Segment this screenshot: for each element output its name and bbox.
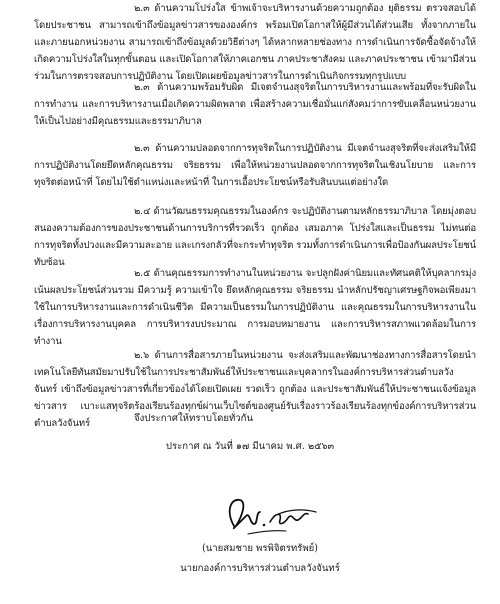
signer-title: นายกองค์การบริหารส่วนตำบลวังจันทร์ [180, 563, 340, 574]
paragraph-corruption-free: ๒.๓ ด้านความปลอดจากการทุจริตในการปฏิบัติงาน มีเจตจำนงสุจริตที่จะส่งเสริมให้มีการปฏิบัติงานโดยยึดหลักคุณธรรม จริยธรรม เพื่อให้หน่วยงานปลอดจากการทุจริตในเชิงนโยบาย และการทุจริตต่อหน้าที่ โดยไม่ใช้ตำแหน่งและหน้าที่ ในการเอื้อประโยชน์หรือรับสินบนแต่อย่างใด [34, 143, 476, 188]
paragraph-accountability: ๒.๓ ด้านความพร้อมรับผิด มีเจตจำนงสุจริตในการบริหารงานและพร้อมที่จะรับผิดในการทำงาน และการบริหารงานเมื่อเกิดความผิดพลาด เพื่อสร้างความเชื่อมั่นแก่สังคมว่าการขับเคลื่อนหน่วยงานให้เป็นไปอย่างมีคุณธรรมและธรรมาภิบาล [34, 82, 476, 127]
signer-name: (นายสมชาย พรพิจิตรทรัพย์) [201, 543, 319, 554]
paragraph-integrity-culture: ๒.๔ ด้านวัฒนธรรมคุณธรรมในองค์กร จะปฏิบัติงานตามหลักธรรมาภิบาล โดยมุ่งตอบสนองความต้องการของประชาชนด้านการบริการที่รวดเร็ว ถูกต้อง เสมอภาค โปร่งใสและเป็นธรรม ไม่ทนต่อการทุจริตทั้งปวงและมีความละอาย และเกรงกลัวที่จะกระทำทุจริต รวมทั้งการดำเนินการเพื่อป้องกันผลประโยชน์ทับซ้อน [34, 206, 476, 268]
paragraph-internal-communication: ๒.๖ ด้านการสื่อสารภายในหน่วยงาน จะส่งเสริมและพัฒนาช่องทางการสื่อสารโดยนำเทคโนโลยีทันสมัยมาปรับใช้ในการประชาสัมพันธ์ให้ประชาชนและบุคลากรในองค์การบริหารส่วนตำบลวังจันทร์ เข้าถึงข้อมูลข่าวสารที่เกี่ยวข้องได้โดยเปิดเผย รวดเร็ว ถูกต้อง และประชาสัมพันธ์ให้ประชาชนแจ้งข้อมูลข่าวสาร เบาะแสทุจริตร้องเรียนร้องทุกข์ผ่านเว็บไซต์ของศูนย์รับเรื่องราวร้องเรียนร้องทุกข์องค์การบริหารส่วนตำบลวังจันทร์ [34, 350, 476, 429]
announcement-date: ประกาศ ณ วันที่ ๑๗ มีนาคม พ.ศ. ๒๕๖๓ [165, 441, 335, 452]
handwritten-signature [220, 482, 330, 542]
closing-statement: จึงประกาศให้ทราบโดยทั่วกัน [134, 413, 254, 424]
paragraph-work-integrity: ๒.๕ ด้านคุณธรรมการทำงานในหน่วยงาน จะปลูกฝังค่านิยมและทัศนคติให้บุคลากรมุ่งเน้นผลประโยชน์ส่วนรวม มีความรู้ ความเข้าใจ ยึดหลักคุณธรรม จริยธรรม นำหลักปรัชญาเศรษฐกิจพอเพียงมาใช้ในการบริหารงานและการดำเนินชีวิต มีความเป็นธรรมในการปฏิบัติงาน และคุณธรรมในการบริหารงานในเรื่องการบริหารงานบุคคล การบริหารงบประมาณ การมอบหมายงาน และการบริหารสภาพแวดล้อมในการทำงาน [34, 268, 476, 347]
paragraph-transparency: ๒.๓ ด้านความโปร่งใส ข้าพเจ้าจะบริหารงานด้วยความถูกต้อง ยุติธรรม ตรวจสอบได้ โดยประชาชน สามารถเข้าถึงข้อมูลข่าวสารขององค์กร พร้อมเปิดโอกาสให้ผู้มีส่วนได้ส่วนเสีย ทั้งจากภายในและภายนอกหน่วยงาน สามารถเข้าถึงข้อมูลด้วยวิธีต่างๆ ได้หลากหลายช่องทาง การดำเนินการจัดซื้อจัดจ้างให้เกิดความโปร่งใสในทุกขั้นตอน และเปิดโอกาสให้ภาคเอกชน ภาคประชาสังคม และภาคประชาชน เข้ามามีส่วนร่วมในการตรวจสอบการปฏิบัติงาน โดยเปิดเผยข้อมูลข่าวสารในการดำเนินกิจกรรมทุกรูปแบบ [34, 3, 476, 82]
